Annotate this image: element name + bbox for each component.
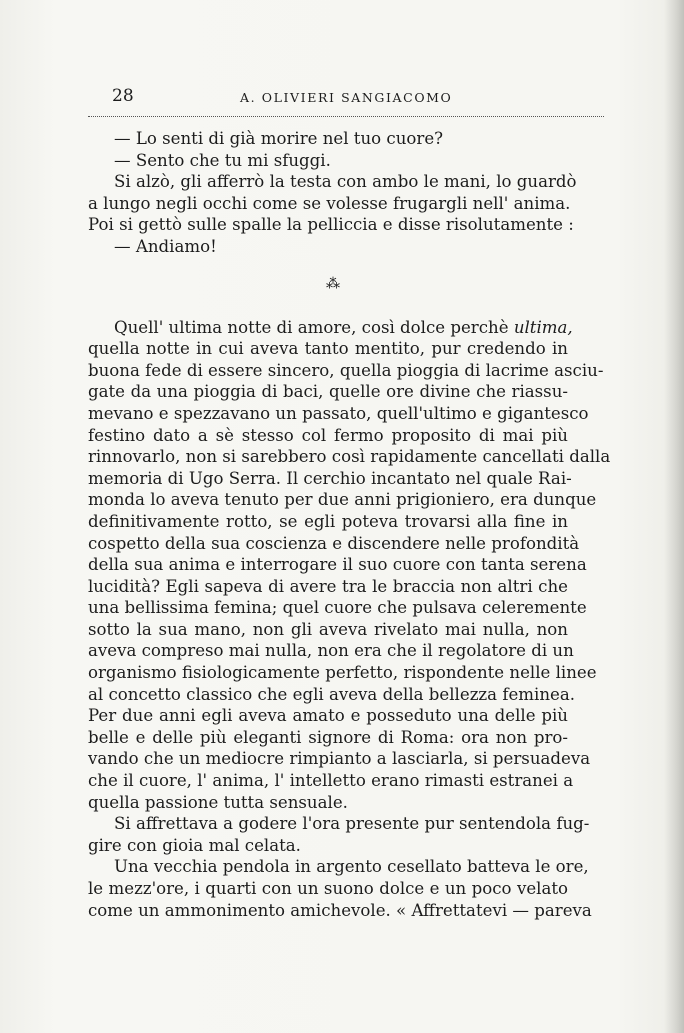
header-rule <box>88 116 604 117</box>
text-line: Quell' ultima notte di amore, così dolce perchè ultima, <box>114 317 573 337</box>
page-number: 28 <box>112 86 134 106</box>
text-line: — Sento che tu mi sfuggi. <box>114 150 331 170</box>
text-line: Poi si gettò sulle spalle la pelliccia e disse risolutamente : <box>88 215 574 235</box>
text-line: che il cuore, l' anima, l' intelletto erano rimasti estranei a <box>88 771 574 791</box>
section-separator: ⁂ <box>326 275 340 292</box>
text-line: vando che un mediocre rimpianto a lasciarla, si persuadeva <box>88 749 591 769</box>
text-line: gire con gioia mal celata. <box>88 835 301 855</box>
text-line: mevano e spezzavano un passato, quell'ultimo e gigantesco <box>88 403 589 423</box>
text-line: della sua anima e interrogare il suo cuore con tanta serena <box>88 555 587 575</box>
text-line: le mezz'ore, i quarti con un suono dolce e un poco velato <box>88 879 568 898</box>
body-text <box>88 128 611 921</box>
text-line: Si affrettava a godere l'ora presente pur sentendola fug- <box>114 814 590 834</box>
italic-word: ultima, <box>513 317 573 337</box>
text-line: una bellissima femina; quel cuore che pulsava celeremente <box>88 598 587 618</box>
text-line: come un ammonimento amichevole. « Affrettatevi — pareva <box>88 900 592 920</box>
text-line: aveva compreso mai nulla, non era che il regolatore di un <box>88 641 574 661</box>
text-line: monda lo aveva tenuto per due anni prigioniero, era dunque <box>88 490 597 510</box>
text-line: lucidità? Egli sapeva di avere tra le braccia non altri che <box>88 576 568 596</box>
text-line: quella notte in cui aveva tanto mentito, pur credendo in <box>88 339 568 359</box>
text-line: a lungo negli occhi come se volesse frugargli nell' anima. <box>88 193 571 213</box>
text-line: belle e delle più eleganti signore di Roma: ora non pro- <box>88 727 568 747</box>
text-line: — Lo senti di già morire nel tuo cuore? <box>114 129 444 148</box>
text-line: sotto la sua mano, non gli aveva rivelato mai nulla, non <box>88 619 568 639</box>
text-line: festino dato a sè stesso col fermo proposito di mai più <box>88 425 568 445</box>
text-line: al concetto classico che egli aveva della bellezza feminea. <box>88 684 576 704</box>
dialogue-block <box>88 128 577 258</box>
text-line: Una vecchia pendola in argento cesellato batteva le ore, <box>114 857 589 877</box>
text-line: Per due anni egli aveva amato e posseduto una delle più <box>88 706 568 726</box>
text-line: memoria di Ugo Serra. Il cerchio incantato nel quale Rai- <box>88 468 572 488</box>
running-head: A. OLIVIERI SANGIACOMO <box>240 90 453 105</box>
text-line: buona fede di essere sincero, quella pioggia di lacrime asciu- <box>88 360 604 380</box>
text-line: definitivamente rotto, se egli poteva trovarsi alla fine in <box>88 511 568 531</box>
narrative-block <box>88 317 611 922</box>
text-line: gate da una pioggia di baci, quelle ore divine che riassu- <box>88 382 568 402</box>
text-line: organismo fisiologicamente perfetto, rispondente nelle linee <box>88 663 597 683</box>
text-line: rinnovarlo, non si sarebbero così rapidamente cancellati dalla <box>88 447 611 467</box>
page-header <box>86 86 606 110</box>
page-edge-shadow <box>664 0 684 1033</box>
text-line: — Andiamo! <box>114 236 217 256</box>
text-line: cospetto della sua coscienza e discendere nelle profondità <box>88 533 580 553</box>
text-line: Si alzò, gli afferrò la testa con ambo le mani, lo guardò <box>114 172 577 192</box>
text-line: quella passione tutta sensuale. <box>88 792 348 812</box>
